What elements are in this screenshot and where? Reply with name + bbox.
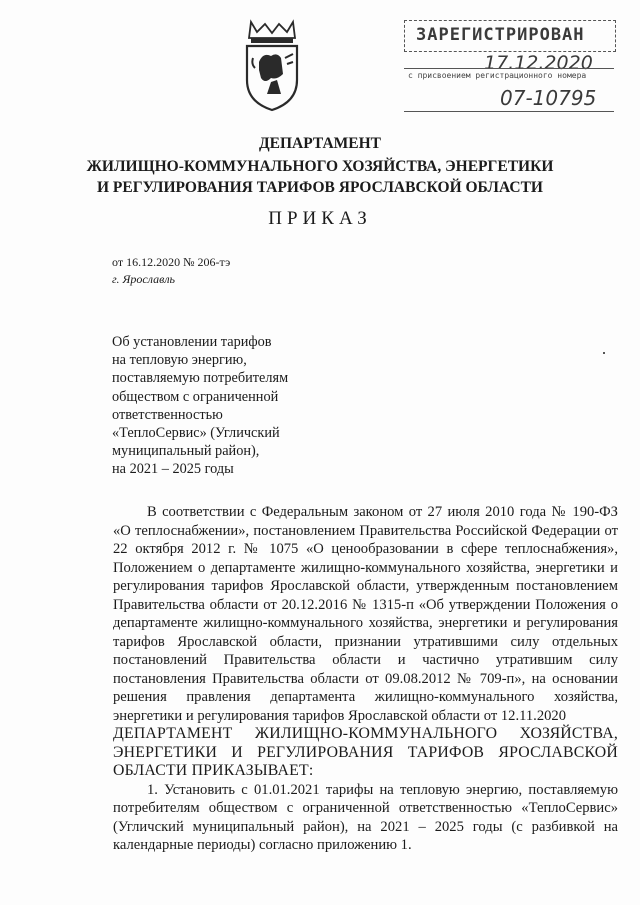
subject-line: поставляемую потребителям xyxy=(112,370,289,387)
subject-line: «ТеплоСервис» (Угличский xyxy=(112,425,280,442)
registration-stamp xyxy=(404,20,616,124)
department-heading-line1: ДЕПАРТАМЕНТ xyxy=(258,135,382,152)
stamp-title: ЗАРЕГИСТРИРОВАН xyxy=(416,25,585,45)
department-heading-line3: И РЕГУЛИРОВАНИЯ ТАРИФОВ ЯРОСЛАВСКОЙ ОБЛАСТИ xyxy=(97,179,543,196)
stamp-date: 17.12.2020 xyxy=(484,52,593,74)
order-subject xyxy=(112,333,288,479)
preamble-paragraph: В соответствии с Федеральным законом от 27 июля 2010 года № 190-ФЗ «О теплоснабжении», постановлением Правительства Российской Федерации от 22 октября 2012 г. № 1075 «О ценообразовании в сфере теплоснабжения», Положением о департаменте жилищно-коммунального хозяйства, энергетики и регулирования тарифов Ярославской области, утвержденным постановлением Правительства области от 20.12.2016 № 1315-п «Об утверждении Положения о департаменте жилищно-коммунального хозяйства, энергетики и регулирования тарифов Ярославской области, признании утратившими силу отдельных постановлений Правительства области и частично утратившим силу постановления Правительства области от 09.08.2012 № 709-п», на основании решения правления департамента жилищно-коммунального хозяйства, энергетики и регулирования тарифов Ярославской области от 12.11.2020 xyxy=(113,504,618,724)
subject-line: муниципальный район), xyxy=(112,443,260,460)
subject-line: Об установлении тарифов xyxy=(112,334,272,350)
coat-of-arms-emblem xyxy=(237,18,307,113)
stamp-note: с присвоением регистрационного номера xyxy=(408,71,587,80)
subject-line: ответственностью xyxy=(112,406,223,423)
department-heading-line2: ЖИЛИЩНО-КОММУНАЛЬНОГО ХОЗЯЙСТВА, ЭНЕРГЕТИКИ xyxy=(86,158,554,175)
decree-line: ДЕПАРТАМЕНТ ЖИЛИЩНО-КОММУНАЛЬНОГО ХОЗЯЙСТВА, ЭНЕРГЕТИКИ И РЕГУЛИРОВАНИЯ ТАРИФОВ ЯРОСЛАВСКОЙ ОБЛАСТИ ПРИКАЗЫВАЕТ: xyxy=(113,725,618,779)
order-item-1: 1. Установить с 01.01.2021 тарифы на тепловую энергию, поставляемую потребителям обществом с ограниченной ответственностью «ТеплоСервис» (Угличский муниципальный район), на 2021 – 2025 годы (с разбивкой на календарные периоды) согласно приложению 1. xyxy=(113,781,618,853)
order-date-number: от 16.12.2020 № 206-тэ xyxy=(112,255,231,269)
stamp-registration-number: 07-10795 xyxy=(500,86,597,110)
subject-line: на тепловую энергию, xyxy=(112,352,247,369)
stamp-divider xyxy=(404,68,614,69)
order-city: г. Ярославль xyxy=(112,272,176,286)
scan-speck xyxy=(603,352,605,354)
order-body xyxy=(113,503,618,855)
subject-line: обществом с ограниченной xyxy=(112,388,279,405)
stamp-divider xyxy=(404,111,614,112)
document-type-title: ПРИКАЗ xyxy=(268,208,372,229)
subject-line: на 2021 – 2025 годы xyxy=(112,461,234,478)
